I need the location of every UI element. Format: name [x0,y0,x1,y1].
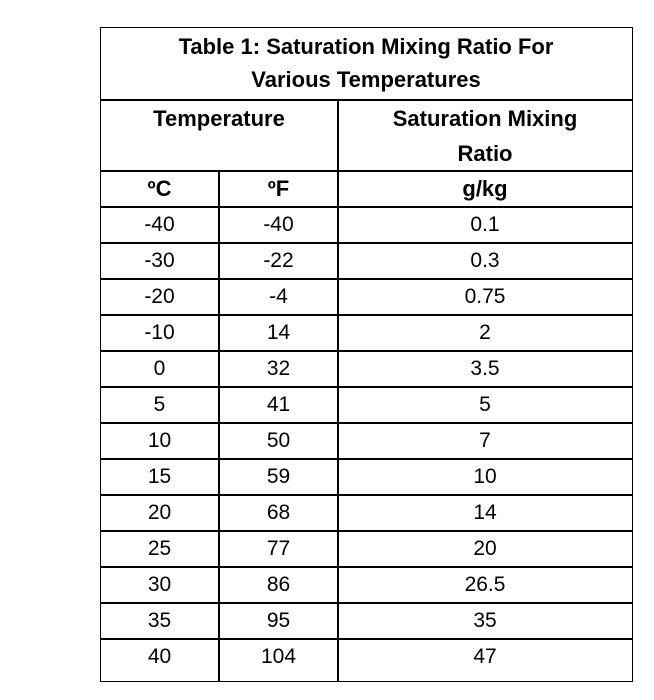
celsius-value: 40 [147,645,172,668]
fahrenheit-value: -40 [263,213,294,236]
ratio-value: 14 [473,501,497,524]
celsius-value: 25 [147,537,172,560]
celsius-value: 30 [147,573,172,596]
celsius-value: 10 [147,429,172,452]
fahrenheit-value: -4 [269,285,288,308]
fahrenheit-value: 59 [266,465,291,488]
ratio-value: 3.5 [470,357,500,380]
celsius-unit: ºC [147,176,172,201]
fahrenheit-unit: ºF [267,176,290,201]
table-title-line1: Table 1: Saturation Mixing Ratio For [178,34,554,59]
fahrenheit-value: 86 [266,573,291,596]
ratio-value: 5 [479,393,491,416]
ratio-value: 35 [473,609,497,632]
ratio-value: 0.1 [470,213,500,236]
saturation-table [100,27,633,682]
ratio-value: 26.5 [464,573,506,596]
celsius-value: 5 [153,393,166,416]
ratio-value: 0.75 [464,285,506,308]
celsius-value: 0 [153,357,166,380]
celsius-value: -40 [144,213,175,236]
ratio-value: 7 [479,429,491,452]
fahrenheit-value: 104 [260,645,297,668]
celsius-value: -30 [144,249,175,272]
fahrenheit-value: 41 [266,393,291,416]
ratio-value: 2 [479,321,491,344]
ratio-header-line1: Saturation Mixing [392,106,578,131]
ratio-value: 47 [473,645,497,668]
fahrenheit-value: 14 [266,321,291,344]
table-title-line2: Various Temperatures [251,67,481,92]
celsius-value: 20 [147,501,172,524]
fahrenheit-value: 68 [266,501,291,524]
celsius-value: 35 [147,609,172,632]
temperature-header: Temperature [153,106,285,131]
ratio-header-line2: Ratio [457,141,513,166]
fahrenheit-value: 77 [266,537,291,560]
celsius-value: 15 [147,465,172,488]
fahrenheit-value: 32 [266,357,291,380]
ratio-unit: g/kg [462,176,508,201]
fahrenheit-value: -22 [263,249,294,272]
celsius-value: -20 [144,285,175,308]
ratio-value: 10 [473,465,497,488]
ratio-value: 0.3 [470,249,500,272]
celsius-value: -10 [144,321,175,344]
fahrenheit-value: 95 [266,609,291,632]
ratio-value: 20 [473,537,497,560]
fahrenheit-value: 50 [266,429,291,452]
